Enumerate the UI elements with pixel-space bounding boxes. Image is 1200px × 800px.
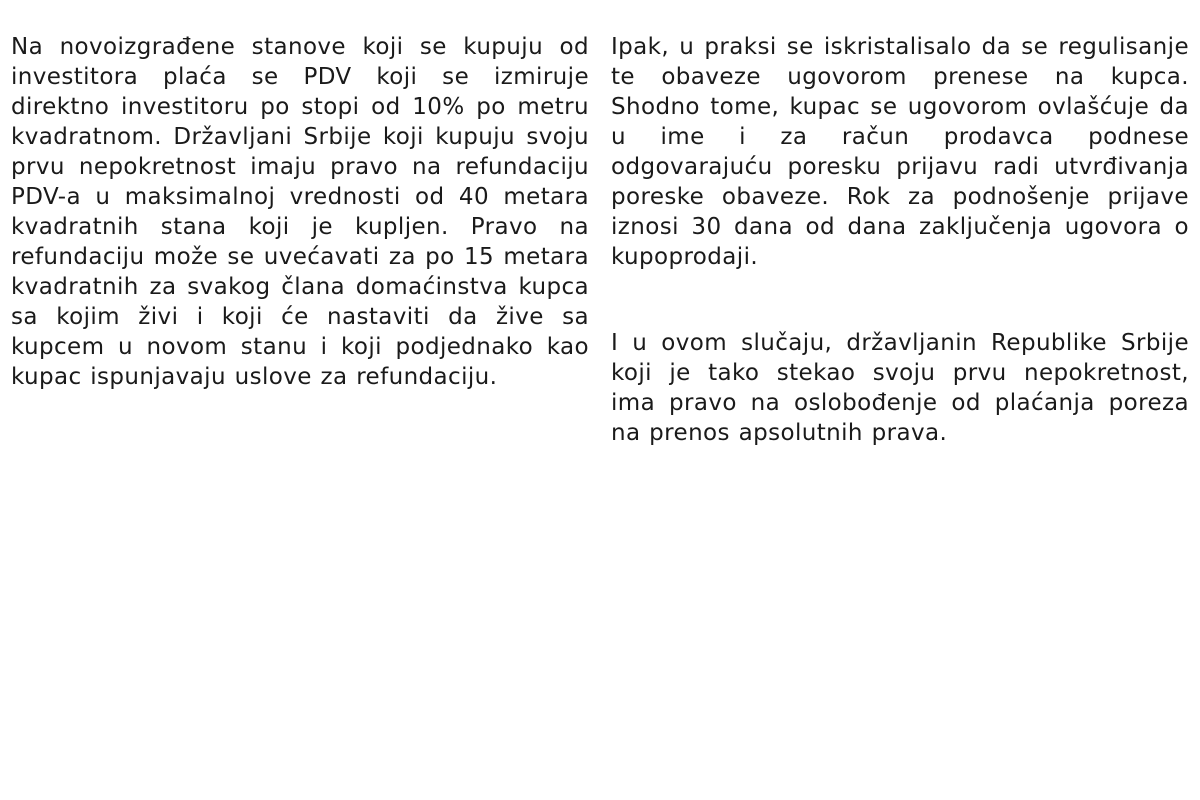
paragraph-tax-exemption: I u ovom slučaju, državljanin Republike Srbije koji je tako stekao svoju prvu nepokretnost, ima pravo na oslobođenje od plaćanja poreza na prenos apsolutnih prava. <box>611 330 1189 446</box>
paragraph-tax-obligation: Ipak, u praksi se iskristalisalo da se regulisanje te obaveze ugovorom prenese na kupca. Shodno tome, kupac se ugovorom ovlašćuje da u ime i za račun prodavca podnese odgovarajuću poresku prijavu radi utvrđivanja poreske obaveze. Rok za podnošenje prijave iznosi 30 dana od dana zaključenja ugovora o kupoprodaji. <box>611 34 1189 270</box>
paragraph-vat-refund: Na novoizgrađene stanove koji se kupuju od investitora plaća se PDV koji se izmiruje direktno investitoru po stopi od 10% po metru kvadratnom. Državljani Srbije koji kupuju svoju prvu nepokretnost imaju pravo na refundaciju PDV-a u maksimalnoj vrednosti od 40 metara kvadratnih stana koji je kupljen. Pravo na refundaciju može se uvećavati za po 15 metara kvadratnih za svakog člana domaćinstva kupca sa kojim živi i koji će nastaviti da žive sa kupcem u novom stanu i koji podjednako kao kupac ispunjavaju uslove za refundaciju. <box>11 34 589 390</box>
left-text-column <box>11 32 589 392</box>
right-text-column <box>611 32 1189 448</box>
